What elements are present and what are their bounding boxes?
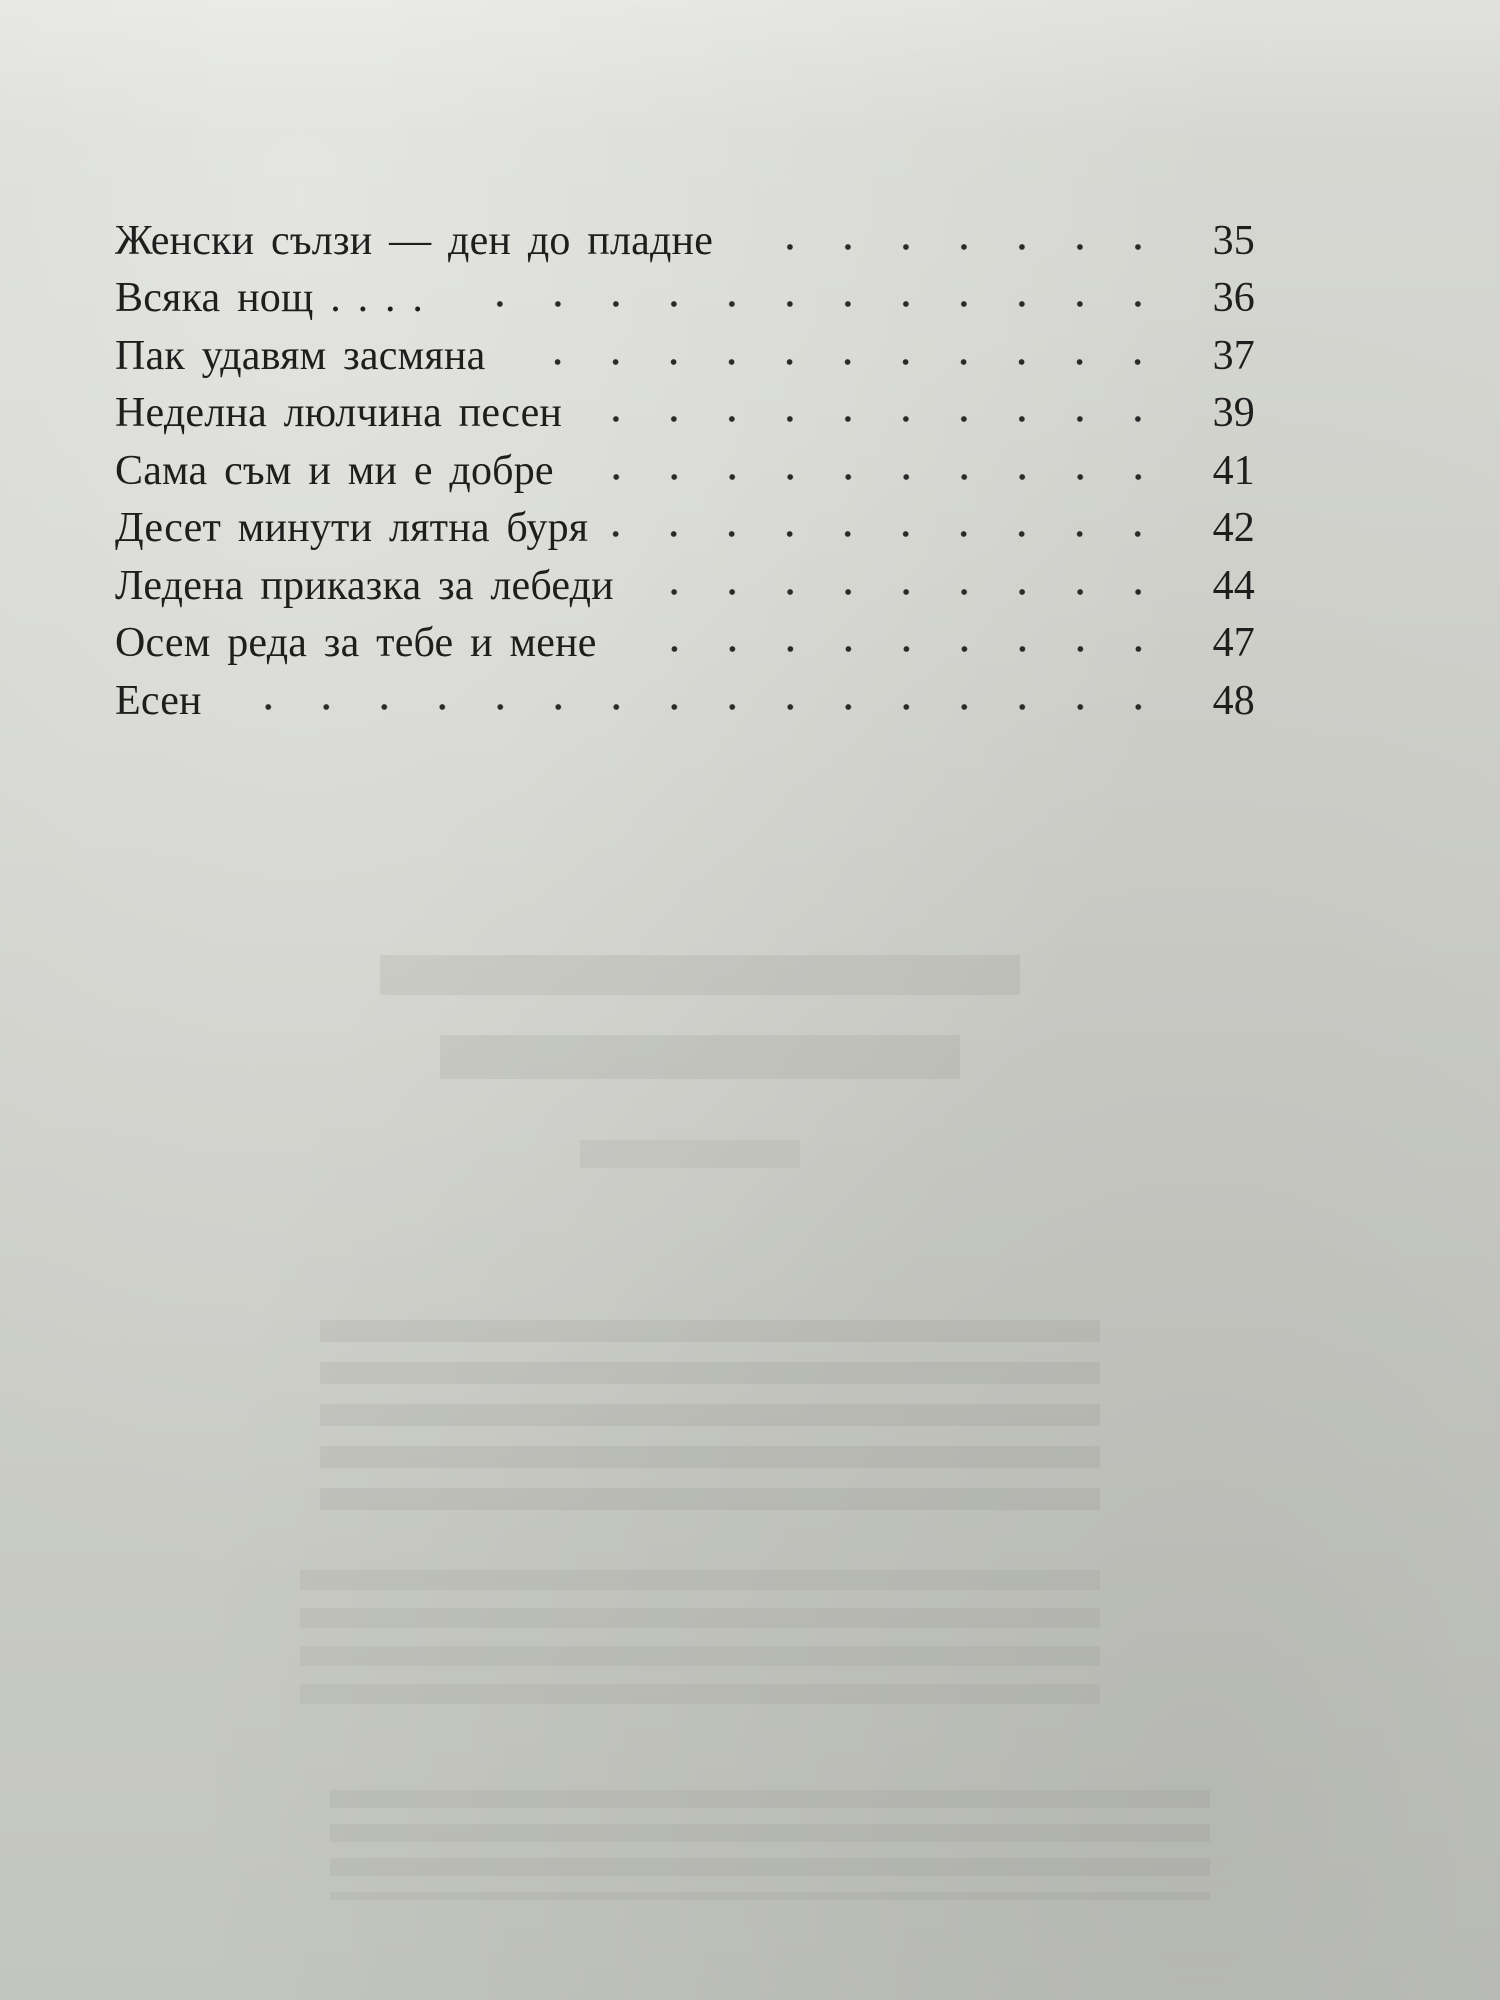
toc-entry-title: Всяка нощ . . . . (115, 275, 424, 322)
toc-entry-page: 37 (1212, 332, 1255, 379)
toc-dot-leader (737, 220, 1177, 262)
toc-entry-page: 36 (1212, 275, 1255, 322)
toc-entry (115, 270, 1255, 328)
toc-entry (115, 212, 1255, 270)
toc-entry (115, 672, 1255, 730)
toc-entry-title: Осем реда за тебе и мене (115, 620, 597, 667)
toc-entry-page: 35 (1212, 217, 1255, 264)
toc-entry (115, 442, 1255, 500)
toc-dot-leader (226, 680, 1177, 722)
toc-entry-page: 47 (1212, 620, 1255, 667)
toc-entry-title: Пак удавям засмяна (115, 332, 486, 379)
toc-entry-title: Ледена приказка за лебеди (115, 562, 614, 609)
show-through-texture (380, 955, 1020, 995)
toc-dot-leader (612, 507, 1177, 549)
toc-dot-leader (586, 392, 1177, 434)
toc-entry-title: Сама съм и ми е добре (115, 447, 554, 494)
toc-dot-leader (447, 277, 1177, 319)
show-through-texture (300, 1570, 1100, 1710)
show-through-texture (330, 1790, 1210, 1900)
toc-entry-title: Десет минути лятна буря (115, 505, 589, 552)
toc-dot-leader (578, 450, 1177, 492)
toc-dot-leader (509, 335, 1177, 377)
toc-entry (115, 615, 1255, 673)
table-of-contents (115, 212, 1255, 730)
toc-entry-page: 42 (1212, 505, 1255, 552)
toc-entry (115, 385, 1255, 443)
toc-entry-page: 41 (1212, 447, 1255, 494)
toc-entry-page: 39 (1212, 390, 1255, 437)
toc-entry (115, 327, 1255, 385)
toc-entry-title: Неделна люлчина песен (115, 390, 563, 437)
show-through-texture (440, 1035, 960, 1079)
show-through-texture (580, 1140, 800, 1168)
toc-entry (115, 557, 1255, 615)
toc-dot-leader (621, 622, 1177, 664)
toc-dot-leader (638, 565, 1177, 607)
toc-entry-title: Женски сълзи — ден до пладне (115, 217, 714, 264)
toc-entry-title: Есен (115, 677, 202, 724)
toc-entry (115, 500, 1255, 558)
toc-entry-page: 48 (1212, 677, 1255, 724)
toc-entry-page: 44 (1212, 562, 1255, 609)
paper-sheen (0, 0, 1500, 140)
show-through-texture (320, 1320, 1100, 1520)
